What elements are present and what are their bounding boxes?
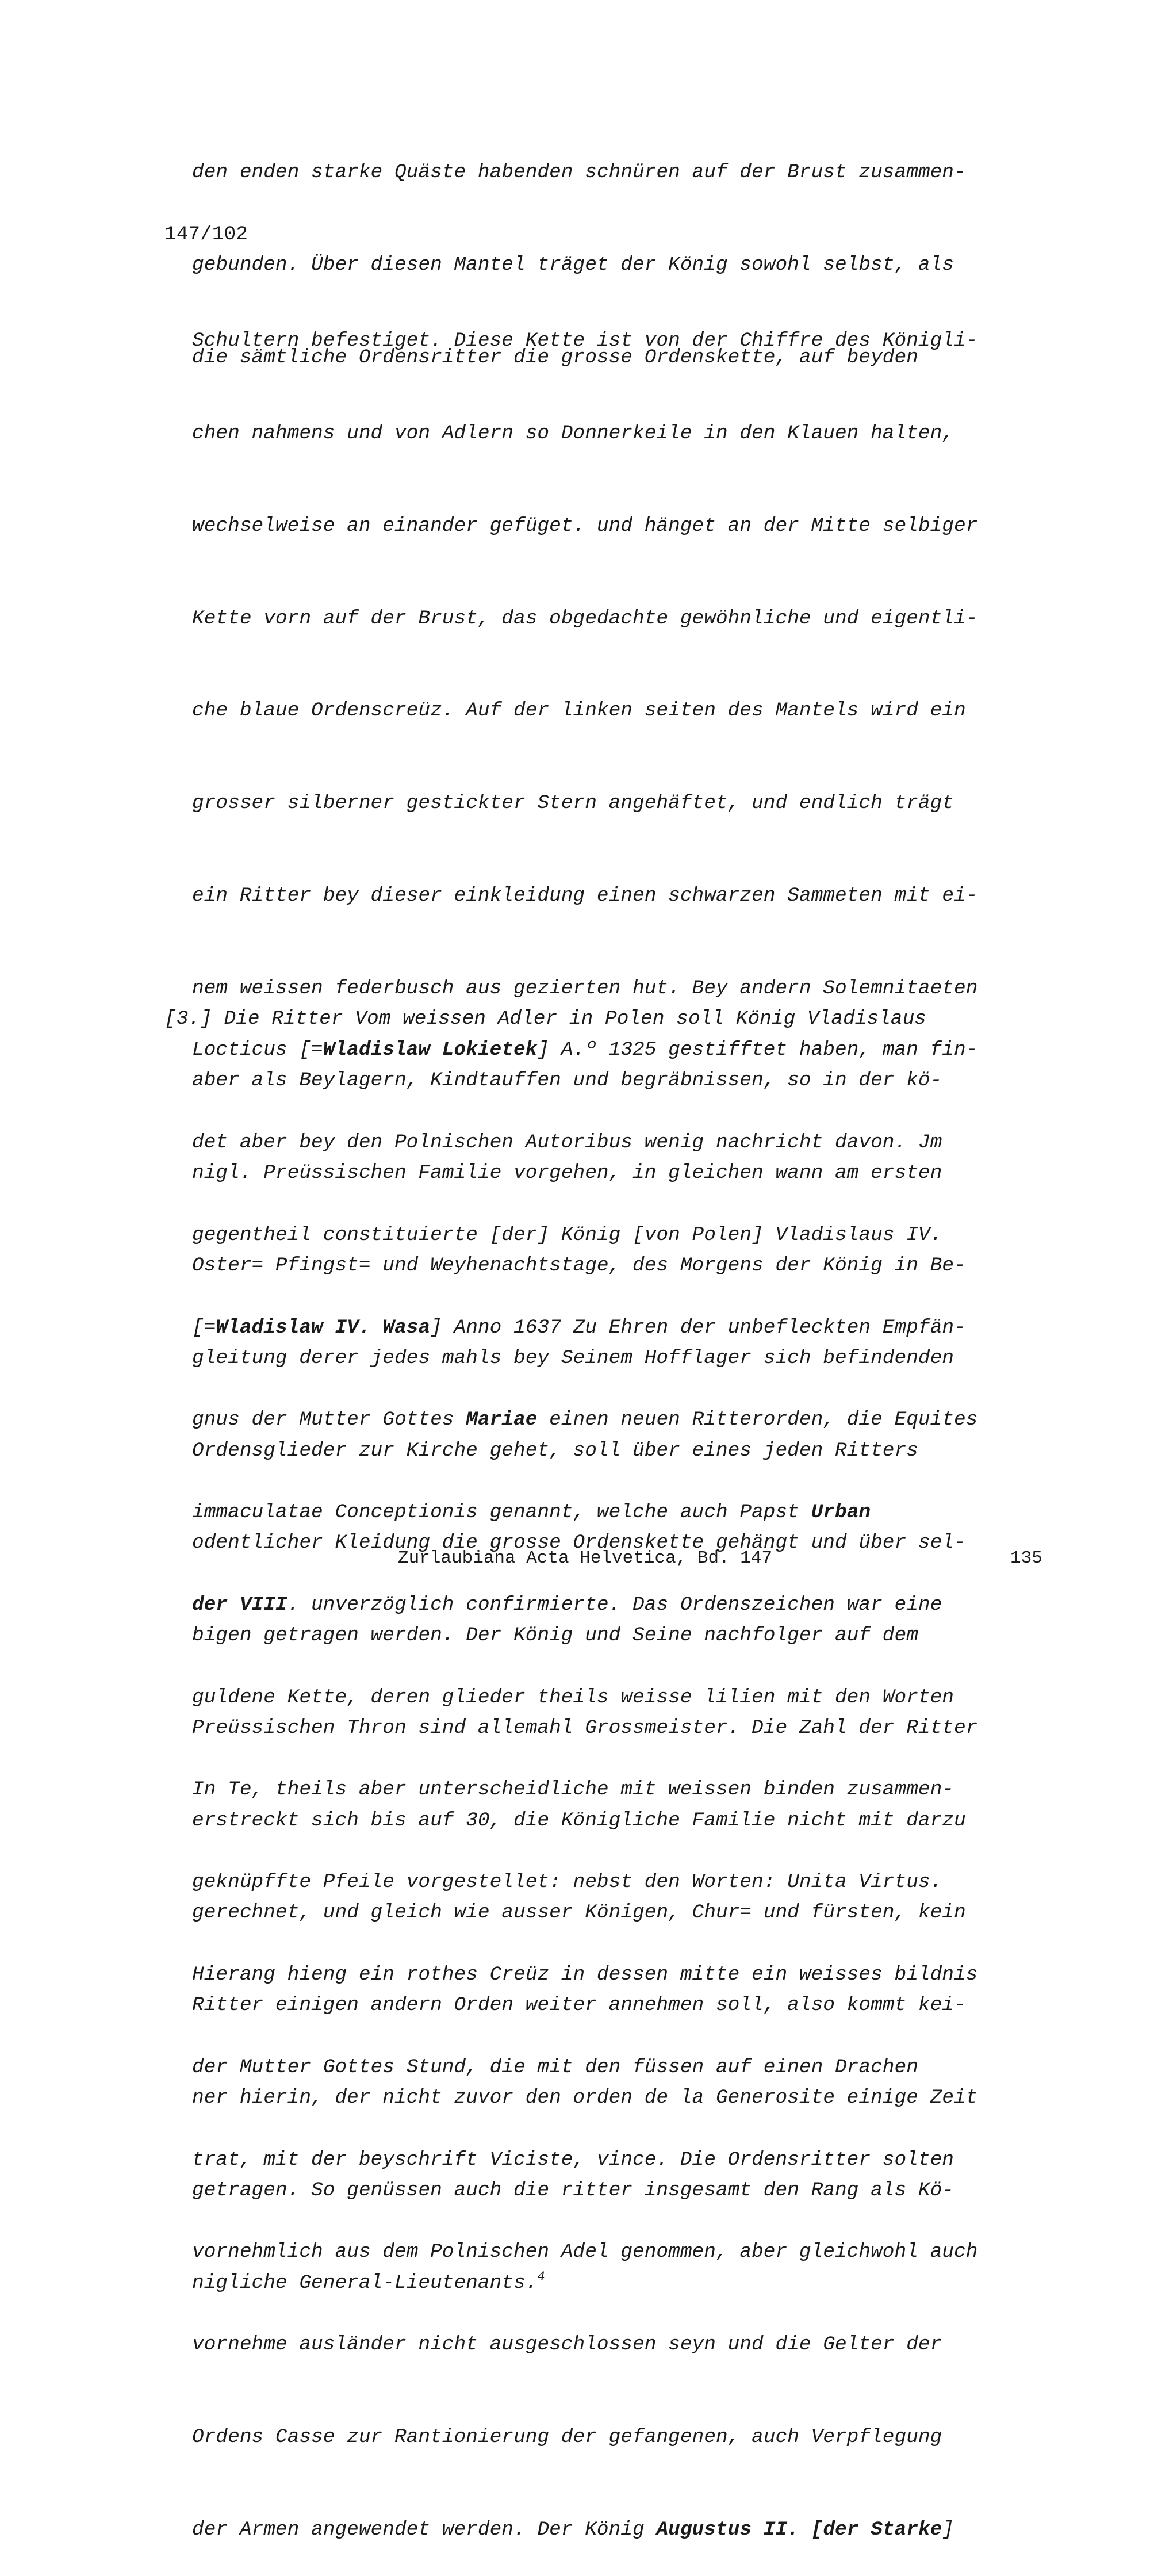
emphasis-name: Urban — [811, 1501, 871, 1524]
text-line: che blaue Ordenscreüz. Auf der linken seiten des Mantels wird ein — [192, 699, 966, 722]
text-run: . unverzöglich confirmierte. Das Ordenszeichen war eine — [287, 1593, 942, 1616]
page-marker: 147/102 — [164, 223, 248, 246]
text-line: [3.] Die Ritter Vom weissen Adler in Polen soll König Vladislaus — [164, 1008, 927, 1031]
emphasis-name: Mariae — [466, 1408, 538, 1431]
emphasis-name: Wladislaw Lokietek — [323, 1039, 538, 1062]
text-line: grosser silberner gestickter Stern angehäftet, und endlich trägt — [192, 792, 954, 815]
text-line — [192, 1497, 977, 1528]
text-line: trat, mit der beyschrift Viciste, vince. Die Ordensritter solten — [192, 2148, 954, 2171]
text-line: Kette vorn auf der Brust, das obgedachte gewöhnliche und eigentli- — [192, 607, 978, 630]
text-line: Ordens Casse zur Rantionierung der gefangenen, auch Verpflegung — [192, 2425, 942, 2448]
text-line: geknüpffte Pfeile vorgestellet: nebst den Worten: Unita Virtus. — [192, 1871, 942, 1894]
text-line — [192, 1035, 977, 1066]
text-line: erstreckt sich bis auf 30, die Königliche Familie nicht mit darzu — [192, 1809, 966, 1832]
text-line: wechselweise an einander gefüget. und hänget an der Mitte selbiger — [192, 514, 978, 537]
text-line: In Te, theils aber unterscheidliche mit weissen binden zusammen- — [192, 1778, 954, 1801]
text-line: die sämtliche Ordensritter die grosse Ordenskette, auf beyden — [192, 346, 918, 369]
text-run: einen neuen Ritterorden, die Equites — [537, 1408, 978, 1431]
text-line: ein Ritter bey dieser einkleidung einen schwarzen Sammeten mit ei- — [192, 884, 978, 907]
section-3-body — [192, 973, 977, 2576]
text-line: gerechnet, und gleich wie ausser Königen, Chur= und fürsten, kein — [192, 1901, 966, 1924]
text-line: guldene Kette, deren glieder theils weisse lilien mit den Worten — [192, 1686, 954, 1709]
text-line: nigl. Preüssischen Familie vorgehen, in gleichen wann am ersten — [192, 1162, 942, 1185]
text-line: Ordensglieder zur Kirche gehet, soll über eines jeden Ritters — [192, 1439, 918, 1462]
text-line: bigen getragen werden. Der König und Seine nachfolger auf dem — [192, 1624, 918, 1647]
text-run: ] — [942, 2518, 954, 2541]
text-line: ner hierin, der nicht zuvor den orden de la Generosite einige Zeit — [192, 2087, 978, 2110]
text-run: Locticus [= — [192, 1039, 323, 1062]
text-line — [192, 1404, 977, 1436]
emphasis-name: Wladislaw IV. Wasa — [216, 1316, 431, 1339]
footer-title: Zurlaubiana Acta Helvetica, Bd. 147 — [398, 1548, 773, 1568]
text-line: Preüssischen Thron sind allemahl Grossmeister. Die Zahl der Ritter — [192, 1716, 978, 1739]
text-line — [192, 1590, 977, 1621]
text-line: Schultern befestiget. Diese Kette ist von der Chiffre des Königli- — [192, 330, 978, 353]
text-line: Ritter einigen andern Orden weiter annehmen soll, also kommt kei- — [192, 1994, 966, 2017]
text-line: Oster= Pfingst= und Weyhenachtstage, des Morgens der König in Be- — [192, 1254, 966, 1277]
text-line: gleitung derer jedes mahls bey Seinem Hofflager sich befindenden — [192, 1346, 954, 1369]
emphasis-name: [der Starke — [811, 2518, 942, 2541]
text-run — [799, 2518, 811, 2541]
text-run: ] Anno 1637 Zu Ehren der unbefleckten Empfän- — [430, 1316, 966, 1339]
footnote-reference: 4 — [537, 2269, 545, 2284]
text-line-content: nigliche General-Lieutenants. — [192, 2271, 538, 2294]
text-run: der Armen angewendet werden. Der König — [192, 2518, 657, 2541]
text-line: der Mutter Gottes Stund, die mit den füssen auf einen Drachen — [192, 2056, 918, 2079]
text-line — [192, 1312, 977, 1343]
text-line: vornehme ausländer nicht ausgeschlossen seyn und die Gelter der — [192, 2333, 942, 2356]
text-run: [= — [192, 1316, 216, 1339]
text-run: ] A.º 1325 gestifftet haben, man fin- — [537, 1039, 978, 1062]
text-line: Hierang hieng ein rothes Creüz in dessen mitte ein weisses bildnis — [192, 1963, 978, 1986]
text-line — [192, 2514, 977, 2546]
text-run: gnus der Mutter Gottes — [192, 1408, 466, 1431]
text-line: chen nahmens und von Adlern so Donnerkeile in den Klauen halten, — [192, 422, 954, 445]
text-run: immaculatae Conceptionis genannt, welche auch Papst — [192, 1501, 811, 1524]
text-line: vornehmlich aus dem Polnischen Adel genommen, aber gleichwohl auch — [192, 2241, 978, 2264]
text-line: aber als Beylagern, Kindtauffen und begräbnissen, so in der kö- — [192, 1069, 942, 1092]
page-number: 135 — [1010, 1548, 1042, 1568]
text-line: odentlicher Kleidung die grosse Ordenskette gehängt und über sel- — [192, 1532, 966, 1555]
text-line: getragen. So genüssen auch die ritter insgesamt den Rang als Kö- — [192, 2179, 954, 2202]
text-line: nem weissen federbusch aus gezierten hut. Bey andern Solemnitaeten — [192, 977, 978, 1000]
text-line: det aber bey den Polnischen Autoribus wenig nachricht davon. Jm — [192, 1131, 942, 1154]
text-line: den enden starke Quäste habenden schnüren auf der Brust zusammen- — [192, 161, 966, 184]
emphasis-name: der VIII — [192, 1593, 288, 1616]
text-line: gebunden. Über diesen Mantel träget der König sowohl selbst, als — [192, 253, 954, 276]
emphasis-name: Augustus II. — [656, 2518, 799, 2541]
text-line: gegentheil constituierte [der] König [von Polen] Vladislaus IV. — [192, 1223, 942, 1246]
